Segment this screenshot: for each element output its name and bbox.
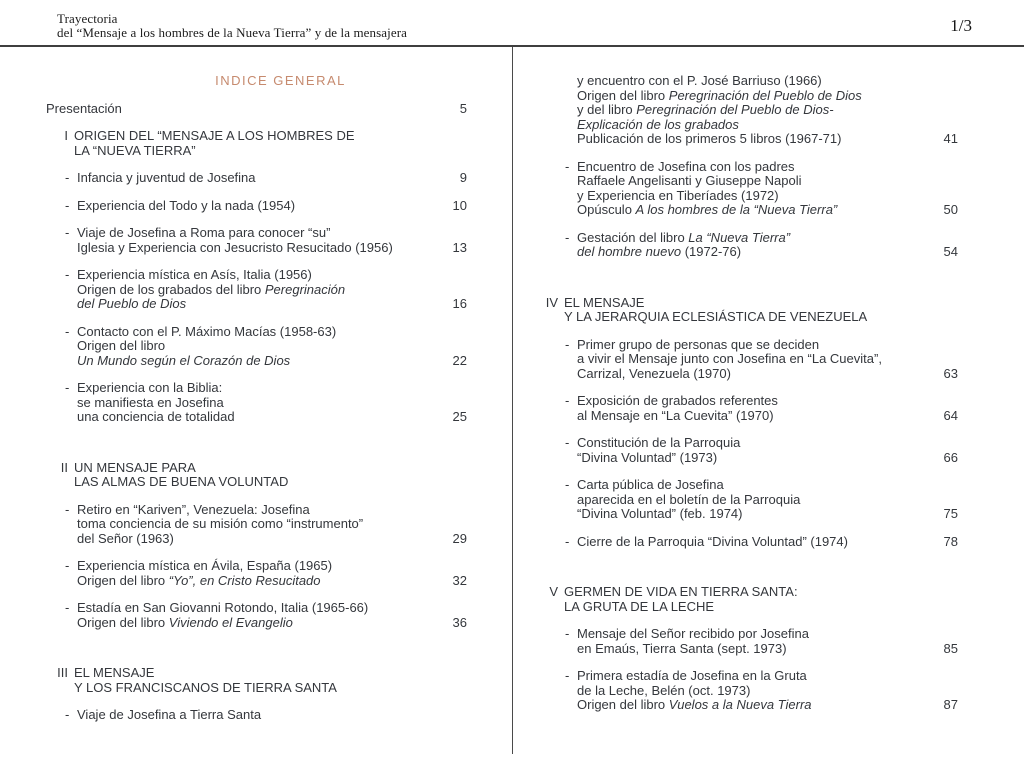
entry-line: en Emaús, Tierra Santa (sept. 1973)	[577, 640, 787, 656]
toc-entry	[565, 478, 958, 522]
entry-text	[46, 102, 122, 117]
page-number: 10	[452, 197, 467, 213]
page-number: 78	[943, 533, 958, 549]
page-number: 5	[459, 100, 467, 116]
entry-line	[77, 354, 336, 369]
page-number: 54	[943, 244, 958, 259]
page-header	[0, 0, 1024, 40]
entry-line: LAS ALMAS DE BUENA VOLUNTAD	[74, 474, 289, 489]
entry-line: Origen del libro “Yo”, en Cristo Resucitado	[77, 572, 321, 588]
dash-marker: -	[565, 533, 570, 549]
entry-line: Y LOS FRANCISCANOS DE TIERRA SANTA	[74, 679, 337, 695]
entry-line: Experiencia del Todo y la nada (1954)	[77, 197, 296, 213]
toc-entry	[65, 601, 467, 630]
entry-text	[577, 231, 790, 260]
toc-entry	[565, 535, 958, 550]
dash-marker: -	[65, 170, 70, 185]
page-indicator: 1/3	[950, 16, 972, 35]
dash-marker: -	[565, 668, 570, 683]
entry-text	[577, 535, 848, 550]
entry-text	[577, 669, 812, 713]
section-numeral: V	[549, 584, 558, 599]
entry-line: a vivir el Mensaje junto con Josefina en “La Cuevita”,	[577, 351, 882, 366]
page-number: 36	[452, 614, 467, 630]
dash-marker: -	[65, 380, 70, 395]
entry-line: Experiencia mística en Ávila, España (1965)	[77, 558, 333, 573]
dash-marker: -	[65, 323, 70, 339]
entry-text	[77, 503, 363, 547]
page-number: 22	[452, 352, 467, 368]
entry-text	[577, 394, 778, 423]
toc-entry	[65, 381, 467, 425]
entry-line: UN MENSAJE PARA	[74, 459, 196, 475]
doc-title	[57, 12, 407, 40]
book-title-italic: del Pueblo de Dios	[77, 296, 187, 311]
entry-line: “Divina Voluntad” (feb. 1974)	[577, 506, 743, 521]
book-title-italic: del hombre nuevo	[577, 244, 682, 259]
book-title-italic: Vuelos a la Nueva Tierra	[668, 697, 812, 712]
entry-text	[77, 199, 295, 214]
book-title-italic: Viviendo el Evangelio	[168, 614, 293, 630]
page-number: 63	[943, 365, 958, 381]
entry-text	[77, 708, 261, 723]
toc-section-heading	[46, 666, 467, 695]
entry-line	[77, 297, 345, 312]
dash-marker: -	[65, 501, 70, 517]
entry-line: Origen del libro Vuelos a la Nueva Tierra	[577, 697, 812, 712]
page-number: 25	[452, 409, 467, 424]
book-title-italic: Un Mundo según el Corazón de Dios	[77, 352, 291, 368]
toc-entry	[65, 171, 467, 186]
entry-line: al Mensaje en “La Cuevita” (1970)	[577, 407, 774, 423]
toc-entry	[65, 325, 467, 369]
page-number: 85	[943, 640, 958, 656]
page-number: 66	[943, 449, 958, 465]
book-title-italic: “Yo”, en Cristo Resucitado	[168, 572, 321, 588]
dash-marker: -	[65, 197, 70, 213]
entry-line: Origen de los grabados del libro Peregrinación	[77, 281, 346, 297]
entry-line	[577, 118, 862, 133]
entry-line: Origen del libro	[77, 338, 166, 353]
entry-line: del Señor (1963)	[77, 530, 174, 546]
entry-line: Encuentro de Josefina con los padres	[577, 158, 795, 174]
book-title-italic: La “Nueva Tierra”	[688, 229, 791, 245]
entry-text	[77, 171, 256, 186]
entry-line: Constitución de la Parroquia	[577, 435, 741, 450]
entry-text	[77, 325, 336, 369]
toc-entries-right	[540, 74, 958, 713]
entry-line: de la Leche, Belén (oct. 1973)	[577, 682, 751, 698]
entry-line: Opúsculo A los hombres de la “Nueva Tierra”	[577, 202, 838, 217]
toc-entry	[565, 627, 958, 656]
page-number: 64	[943, 407, 958, 423]
section-numeral: I	[64, 128, 68, 143]
toc-entry	[565, 231, 958, 260]
entry-text	[77, 268, 345, 312]
dash-marker: -	[65, 558, 70, 573]
entry-text	[77, 381, 235, 425]
page-number: 32	[452, 572, 467, 588]
toc-section-heading	[46, 461, 467, 490]
toc-entry	[565, 436, 958, 465]
entry-line: Origen del libro Viviendo el Evangelio	[77, 614, 293, 630]
toc-entry	[65, 199, 467, 214]
entry-text	[74, 666, 337, 695]
entry-line: EL MENSAJE	[74, 665, 155, 680]
entry-line: ORIGEN DEL “MENSAJE A LOS HOMBRES DE	[74, 128, 355, 143]
toc-entry	[65, 503, 467, 547]
toc-entry	[565, 669, 958, 713]
entry-text	[564, 585, 798, 614]
entry-line: aparecida en el boletín de la Parroquia	[577, 491, 801, 507]
dash-marker: -	[65, 225, 70, 240]
entry-line: y del libro Peregrinación del Pueblo de Dios-	[577, 102, 834, 117]
page-number: 29	[452, 530, 467, 546]
page-number: 9	[459, 170, 467, 185]
entry-line: Experiencia con la Biblia:	[77, 380, 223, 395]
book-title-italic: Explicación de los grabados	[577, 116, 739, 132]
dash-marker: -	[565, 435, 570, 450]
entry-text	[77, 601, 368, 630]
entry-line: Cierre de la Parroquia “Divina Voluntad” (1974)	[577, 533, 848, 549]
entry-line: Viaje de Josefina a Tierra Santa	[77, 707, 262, 722]
entry-line: LA “NUEVA TIERRA”	[74, 142, 196, 158]
toc-section-heading	[540, 585, 958, 614]
entry-line: Exposición de grabados referentes	[577, 393, 778, 408]
entry-line: Estadía en San Giovanni Rotondo, Italia (1965-66)	[77, 600, 369, 615]
entry-line: Y LA JERARQUIA ECLESIÁSTICA DE VENEZUELA	[564, 309, 868, 324]
dash-marker: -	[565, 229, 570, 245]
entry-text	[77, 226, 393, 255]
entry-line: Raffaele Angelisanti y Giuseppe Napoli	[577, 173, 802, 188]
entry-line: se manifiesta en Josefina	[77, 394, 224, 410]
page-number: 16	[452, 296, 467, 311]
entry-line: “Divina Voluntad” (1973)	[577, 449, 718, 465]
dash-marker: -	[65, 267, 70, 282]
toc-title: INDICE GENERAL	[215, 73, 346, 88]
dash-marker: -	[65, 600, 70, 615]
section-numeral: II	[60, 459, 68, 475]
toc-entries-left	[46, 102, 467, 723]
toc-entry	[65, 559, 467, 588]
toc-entry	[65, 708, 467, 723]
entry-line: Viaje de Josefina a Roma para conocer “su”	[77, 225, 331, 240]
entry-line: Mensaje del Señor recibido por Josefina	[577, 626, 809, 641]
book-title-italic: Peregrinación	[264, 281, 346, 297]
entry-line: toma conciencia de su misión como “instrumento”	[77, 516, 364, 531]
toc-section-heading	[540, 296, 958, 325]
entry-line: y Experiencia en Tiberíades (1972)	[577, 187, 779, 203]
toc-entry	[565, 160, 958, 218]
dash-marker: -	[65, 707, 70, 722]
entry-line: EL MENSAJE	[564, 294, 645, 310]
section-numeral: IV	[545, 294, 558, 310]
entry-line: Infancia y juventud de Josefina	[77, 170, 256, 185]
entry-text	[577, 338, 882, 382]
book-title-italic: A los hombres de la “Nueva Tierra”	[635, 202, 838, 217]
toc-entry	[565, 338, 958, 382]
toc-column-left	[0, 47, 513, 754]
entry-line: Carta pública de Josefina	[577, 477, 724, 492]
entry-text	[577, 627, 809, 656]
page-number: 41	[943, 131, 958, 146]
toc-columns	[0, 47, 1024, 754]
entry-text	[577, 436, 740, 465]
dash-marker: -	[565, 336, 570, 352]
toc-column-right	[513, 47, 1024, 754]
toc-entry	[565, 394, 958, 423]
entry-line: Carrizal, Venezuela (1970)	[577, 365, 731, 381]
entry-line: del hombre nuevo (1972-76)	[577, 244, 742, 259]
entry-text	[577, 478, 800, 522]
entry-line: Publicación de los primeros 5 libros (1967-71)	[577, 131, 842, 146]
page-number: 50	[943, 202, 958, 217]
toc-entry	[65, 226, 467, 255]
entry-line: Gestación del libro La “Nueva Tierra”	[577, 229, 791, 245]
entry-text	[77, 559, 332, 588]
entry-line: Iglesia y Experiencia con Jesucristo Resucitado (1956)	[77, 239, 393, 255]
entry-line: Presentación	[46, 100, 122, 116]
entry-text	[577, 160, 837, 218]
entry-line: LA GRUTA DE LA LECHE	[564, 598, 715, 614]
entry-line: y encuentro con el P. José Barriuso (1966)	[577, 73, 822, 88]
entry-text	[577, 74, 862, 147]
entry-line: Primera estadía de Josefina en la Gruta	[577, 668, 807, 683]
toc-entry	[565, 74, 958, 147]
page-number: 75	[943, 506, 958, 521]
toc-section-heading	[46, 129, 467, 158]
book-title-italic: Peregrinación del Pueblo de Dios	[668, 87, 862, 103]
entry-text	[74, 461, 288, 490]
section-numeral: III	[57, 665, 68, 680]
entry-line: Retiro en “Kariven”, Venezuela: Josefina	[77, 501, 310, 517]
entry-line: una conciencia de totalidad	[77, 409, 235, 424]
dash-marker: -	[565, 477, 570, 492]
dash-marker: -	[565, 393, 570, 408]
entry-line: GERMEN DE VIDA EN TIERRA SANTA:	[564, 584, 798, 599]
toc-entry	[46, 102, 467, 117]
entry-line: Contacto con el P. Máximo Macías (1958-63)	[77, 323, 337, 339]
dash-marker: -	[565, 158, 570, 174]
page-number: 87	[943, 697, 958, 712]
doc-title-line1: Trayectoria	[57, 11, 118, 26]
dash-marker: -	[565, 626, 570, 641]
entry-line: Primer grupo de personas que se deciden	[577, 336, 820, 352]
entry-text	[74, 129, 355, 158]
book-title-italic: Peregrinación del Pueblo de Dios-	[636, 102, 834, 117]
toc-entry	[65, 268, 467, 312]
entry-line: Origen del libro Peregrinación del Pueblo de Dios	[577, 87, 862, 103]
doc-title-line2: del “Mensaje a los hombres de la Nueva Tierra” y de la mensajera	[57, 25, 408, 40]
entry-line: Experiencia mística en Asís, Italia (1956)	[77, 267, 312, 282]
entry-text	[564, 296, 867, 325]
page-number: 13	[452, 239, 467, 255]
